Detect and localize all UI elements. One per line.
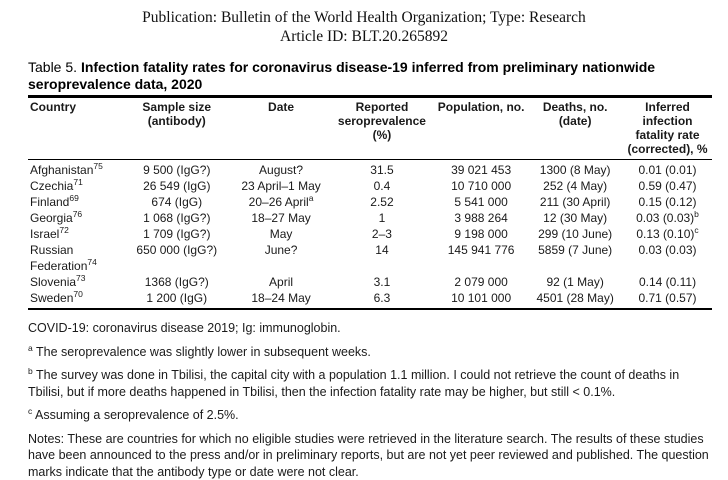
ifr-note-sup: c (694, 225, 698, 235)
cell-sample-size: 1 200 (IgG) (120, 290, 233, 309)
ifr-text: 0.59 (0.47) (638, 179, 696, 193)
cell-population: 9 198 000 (435, 226, 527, 242)
cell-ifr (623, 242, 712, 274)
footnote-c-marker: c (28, 406, 32, 416)
cell-population: 2 079 000 (435, 274, 527, 290)
cell-seroprevalence: 2–3 (329, 226, 435, 242)
ifr-text: 0.03 (0.03) (638, 243, 696, 257)
date-text: August? (259, 163, 303, 177)
cell-country (28, 160, 120, 179)
country-ref-sup: 72 (59, 225, 68, 235)
cell-seroprevalence: 3.1 (329, 274, 435, 290)
table-row (28, 194, 712, 210)
date-text: 18–24 May (251, 291, 310, 305)
cell-sample-size: 9 500 (IgG?) (120, 160, 233, 179)
ifr-text: 0.15 (0.12) (638, 195, 696, 209)
cell-seroprevalence: 14 (329, 242, 435, 274)
publication-line: Publication: Bulletin of the World Health Organization; Type: Research (0, 8, 728, 27)
country-name: Russian Federation (30, 243, 87, 273)
cell-sample-size: 26 549 (IgG) (120, 178, 233, 194)
table-row (28, 226, 712, 242)
ifr-text: 0.71 (0.57) (638, 291, 696, 305)
abbreviations-note: COVID-19: coronavirus disease 2019; Ig: immunoglobin. (28, 320, 712, 337)
table-row (28, 210, 712, 226)
cell-ifr (623, 178, 712, 194)
cell-date (233, 290, 329, 309)
cell-ifr (623, 160, 712, 179)
ifr-text: 0.01 (0.01) (638, 163, 696, 177)
country-ref-sup: 76 (73, 209, 82, 219)
country-ref-sup: 75 (93, 161, 102, 171)
cell-population: 145 941 776 (435, 242, 527, 274)
cell-date (233, 274, 329, 290)
cell-date (233, 242, 329, 274)
table-number: Table 5. (28, 59, 77, 75)
cell-population: 10 710 000 (435, 178, 527, 194)
cell-deaths: 92 (1 May) (527, 274, 623, 290)
cell-deaths: 299 (10 June) (527, 226, 623, 242)
country-name: Sweden (30, 291, 73, 305)
cell-country (28, 178, 120, 194)
table-row (28, 178, 712, 194)
date-text: 18–27 May (251, 211, 310, 225)
footnote-a (28, 344, 712, 361)
ifr-note-sup: b (694, 209, 699, 219)
cell-deaths: 211 (30 April) (527, 194, 623, 210)
cell-date (233, 160, 329, 179)
country-ref-sup: 71 (73, 177, 82, 187)
cell-seroprevalence: 0.4 (329, 178, 435, 194)
date-text: April (269, 275, 293, 289)
table-caption (28, 59, 712, 93)
cell-country (28, 194, 120, 210)
cell-sample-size: 1 068 (IgG?) (120, 210, 233, 226)
footnote-b-text: The survey was done in Tbilisi, the capital city with a population 1.1 million. I could not retrieve the count of deaths in Tbilisi, but if more deaths happened in Tbilisi, then the infection fatality rate may be higher, but still < 0.1%. (28, 368, 679, 399)
data-table (28, 95, 712, 310)
col-header-date: Date (233, 97, 329, 160)
country-name: Finland (30, 195, 69, 209)
cell-country (28, 290, 120, 309)
cell-date (233, 210, 329, 226)
col-header-deaths: Deaths, no. (date) (527, 97, 623, 160)
col-header-seroprevalence: Reported seroprevalence (%) (329, 97, 435, 160)
col-header-country: Country (28, 97, 120, 160)
cell-population: 39 021 453 (435, 160, 527, 179)
general-note: Notes: These are countries for which no eligible studies were retrieved in the literature search. The results of these studies have been announced to the press and/or in preliminary reports, but are not yet peer reviewed and published. The question marks indicate that the antibody type or date were not clear. (28, 431, 712, 480)
col-header-sample-size: Sample size (antibody) (120, 97, 233, 160)
cell-deaths: 4501 (28 May) (527, 290, 623, 309)
country-ref-sup: 73 (76, 273, 85, 283)
cell-date (233, 194, 329, 210)
cell-date (233, 178, 329, 194)
table-row (28, 274, 712, 290)
cell-ifr (623, 290, 712, 309)
cell-sample-size: 1368 (IgG?) (120, 274, 233, 290)
cell-sample-size: 1 709 (IgG?) (120, 226, 233, 242)
table-title-text: Infection fatality rates for coronavirus disease-19 inferred from preliminary nationwide seroprevalence data, 2020 (28, 59, 655, 92)
cell-sample-size: 674 (IgG) (120, 194, 233, 210)
cell-deaths: 5859 (7 June) (527, 242, 623, 274)
table-row (28, 160, 712, 179)
ifr-text: 0.03 (0.03) (636, 211, 694, 225)
footnote-c (28, 407, 712, 424)
ifr-text: 0.13 (0.10) (636, 227, 694, 241)
cell-ifr (623, 194, 712, 210)
cell-deaths: 1300 (8 May) (527, 160, 623, 179)
table-header-row (28, 97, 712, 160)
article-id-line: Article ID: BLT.20.265892 (0, 27, 728, 46)
cell-country (28, 226, 120, 242)
cell-seroprevalence: 2.52 (329, 194, 435, 210)
cell-population: 5 541 000 (435, 194, 527, 210)
footnote-b-marker: b (28, 366, 33, 376)
cell-country (28, 242, 120, 274)
col-header-ifr: Inferred infection fatality rate (corrected), % (623, 97, 712, 160)
footnote-a-text: The seroprevalence was slightly lower in subsequent weeks. (36, 345, 371, 359)
country-name: Israel (30, 227, 59, 241)
cell-ifr (623, 226, 712, 242)
country-name: Czechia (30, 179, 73, 193)
cell-seroprevalence: 6.3 (329, 290, 435, 309)
cell-date (233, 226, 329, 242)
cell-ifr (623, 274, 712, 290)
publication-header (0, 0, 728, 46)
footnote-a-marker: a (28, 342, 33, 352)
country-name: Slovenia (30, 275, 76, 289)
cell-population: 3 988 264 (435, 210, 527, 226)
cell-country (28, 210, 120, 226)
footnote-b (28, 367, 712, 400)
country-name: Afghanistan (30, 163, 93, 177)
date-text: 20–26 April (249, 195, 309, 209)
footnote-c-text: Assuming a seroprevalence of 2.5%. (35, 408, 239, 422)
country-ref-sup: 69 (69, 193, 78, 203)
country-ref-sup: 74 (87, 257, 96, 267)
date-note-sup: a (309, 193, 314, 203)
country-name: Georgia (30, 211, 73, 225)
cell-ifr (623, 210, 712, 226)
date-text: 23 April–1 May (241, 179, 320, 193)
cell-country (28, 274, 120, 290)
cell-deaths: 12 (30 May) (527, 210, 623, 226)
table-row (28, 242, 712, 274)
cell-seroprevalence: 1 (329, 210, 435, 226)
col-header-population: Population, no. (435, 97, 527, 160)
document-body (0, 59, 728, 480)
cell-sample-size: 650 000 (IgG?) (120, 242, 233, 274)
date-text: June? (265, 243, 298, 257)
footnotes-section (28, 320, 712, 480)
country-ref-sup: 70 (73, 289, 82, 299)
cell-seroprevalence: 31.5 (329, 160, 435, 179)
date-text: May (270, 227, 293, 241)
ifr-text: 0.14 (0.11) (639, 275, 696, 289)
table-row (28, 290, 712, 309)
cell-deaths: 252 (4 May) (527, 178, 623, 194)
cell-population: 10 101 000 (435, 290, 527, 309)
